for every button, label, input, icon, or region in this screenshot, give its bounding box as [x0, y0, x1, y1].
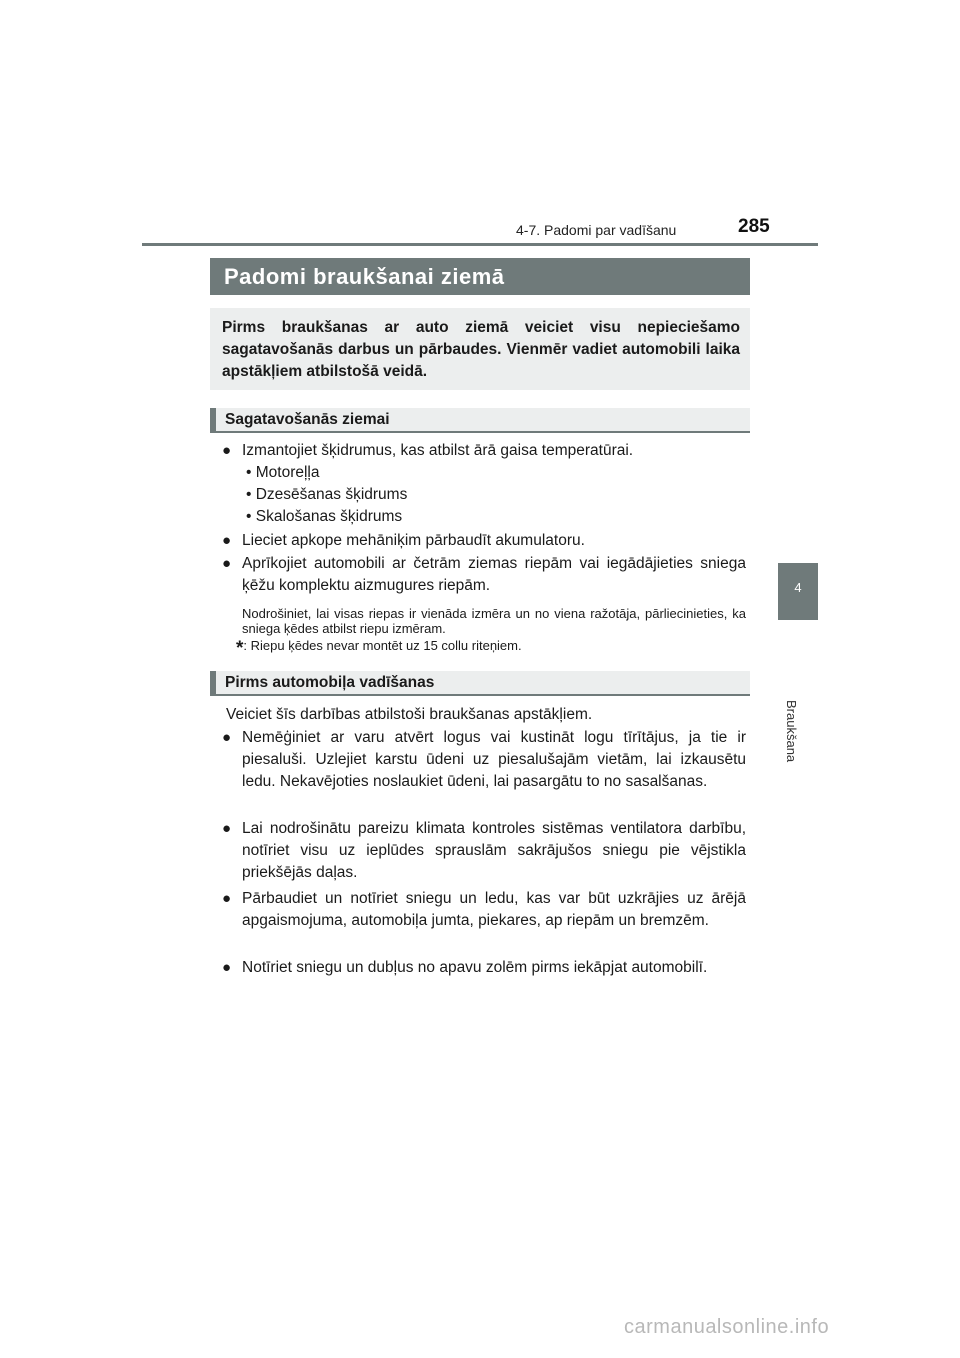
footnote: *: Riepu ķēdes nevar montēt uz 15 collu riteņiem. — [236, 638, 522, 659]
page-title: Padomi braukšanai ziemā — [210, 258, 750, 295]
list-item: ● Aprīkojiet automobili ar četrām ziemas riepām vai iegādājieties sniega ķēžu komplektu aizmugures riepām. — [222, 555, 746, 594]
chapter-tab[interactable]: 4 — [778, 563, 818, 620]
list-item: ● Nemēģiniet ar varu atvērt logus vai kustināt logu tīrītājus, ja tie ir piesaluši. Uzlejiet karstu ūdeni uz piesalušajām vietām, lai izkausētu ledu. Nekavējoties noslaukiet ūdeni, lai pasargātu to no sasalšanas. — [222, 729, 746, 790]
sub-list-item: • Skalošanas šķidrums — [246, 508, 403, 525]
bullet-icon: ● — [222, 959, 232, 976]
section-intro: Veiciet šīs darbības atbilstoši braukšanas apstākļiem. — [226, 706, 593, 723]
bullet-icon: ● — [222, 890, 232, 907]
section-heading-winter-prep: Sagatavošanās ziemai — [210, 408, 750, 433]
chapter-label: Braukšana — [784, 700, 799, 763]
list-item: ● Notīriet sniegu un dubļus no apavu zolēm pirms iekāpjat automobilī. — [222, 957, 746, 979]
section-title: 4-7. Padomi par vadīšanu — [516, 222, 677, 238]
list-item: ● Lieciet apkope mehāniķim pārbaudīt akumulatoru. — [222, 530, 746, 552]
header-divider — [142, 243, 818, 246]
bullet-icon: ● — [222, 532, 232, 549]
bullet-icon: ● — [222, 442, 232, 459]
bullet-icon: ● — [222, 555, 232, 572]
list-item: ● Lai nodrošinātu pareizu klimata kontroles sistēmas ventilatora darbību, notīriet visu uz ieplūdes sprauslām sakrājušos sniegu pie vējstikla priekšējās daļas. — [222, 820, 746, 881]
page-number: 285 — [738, 216, 770, 237]
asterisk-icon: * — [236, 638, 244, 659]
list-item: ● Izmantojiet šķidrumus, kas atbilst ārā gaisa temperatūrai. — [222, 440, 746, 462]
intro-paragraph: Pirms braukšanas ar auto ziemā veiciet visu nepieciešamo sagatavošanās darbus un pārbaudes. Vienmēr vadiet automobili laika apstākļiem atbilstošā veidā. — [210, 308, 750, 390]
section-heading-before-driving: Pirms automobiļa vadīšanas — [210, 671, 750, 696]
bullet-icon: ● — [222, 820, 232, 837]
sub-list-item: • Dzesēšanas šķidrums — [246, 486, 408, 503]
watermark-logo[interactable]: carmanualsonline.info — [624, 1316, 830, 1338]
tyre-note: Nodrošiniet, lai visas riepas ir vienāda izmēra un no viena ražotāja, pārliecinieties, ka sniega ķēdes atbilst riepu izmēram. — [242, 606, 746, 636]
list-item: ● Pārbaudiet un notīriet sniegu un ledu, kas var būt uzkrājies uz ārējā apgaismojuma, automobiļa jumta, piekares, ap riepām un bremzēm. — [222, 890, 746, 929]
bullet-icon: ● — [222, 729, 232, 746]
sub-list-item: • Motoreļļa — [246, 464, 320, 481]
